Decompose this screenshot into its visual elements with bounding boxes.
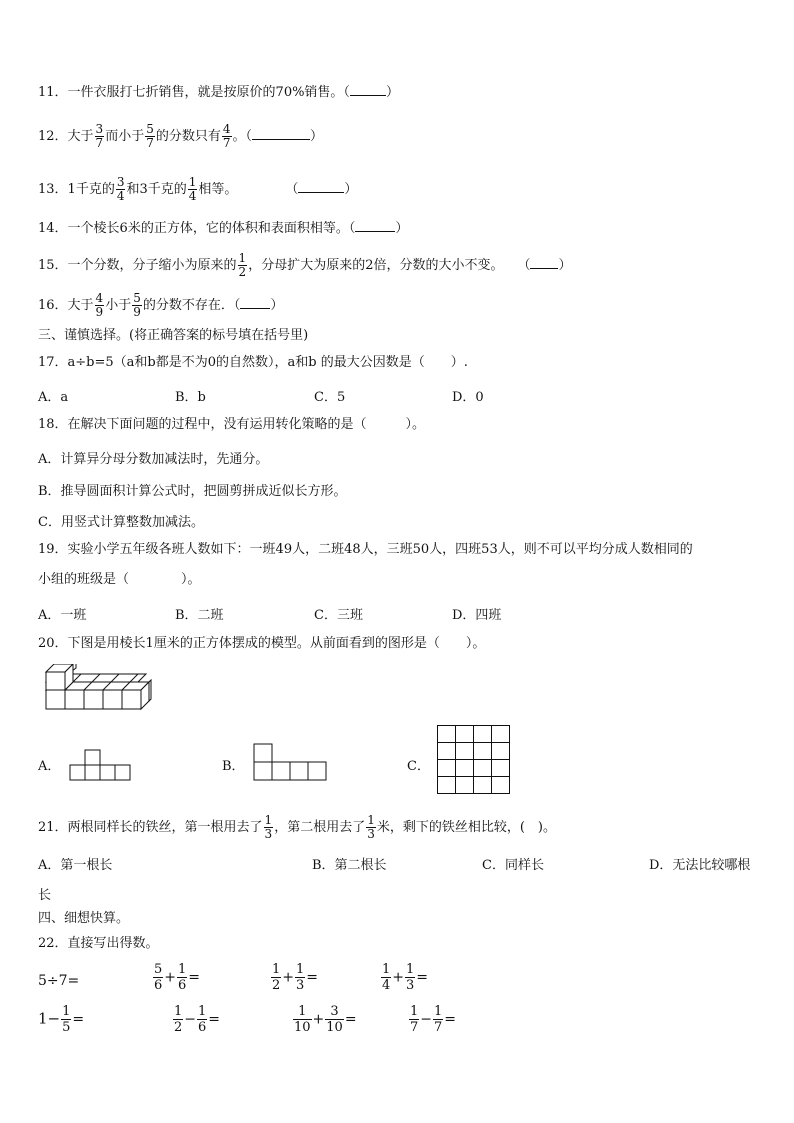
q15-close: ）: [558, 258, 572, 273]
question-21: [38, 814, 556, 841]
fraction: $\frac{3}{7}$: [95, 122, 104, 150]
option-a[interactable]: A．计算异分母分数加减法时，先通分。: [38, 452, 269, 467]
q16-post: 的分数不存在．（: [142, 298, 241, 313]
q14-close: ）: [395, 221, 409, 236]
fraction: $\frac{1}{3}$: [367, 813, 375, 841]
option-c[interactable]: C．用竖式计算整数加减法。: [38, 515, 204, 530]
question-14: [38, 219, 408, 237]
q21-post: 米，剩下的铁丝相比较，( )。: [376, 820, 556, 835]
q15-pre: 15．一个分数，分子缩小为原来的: [38, 258, 237, 273]
question-12: [38, 123, 323, 150]
calc-item: $\frac{1}{4}$ + $\frac{1}{3}$ =: [382, 962, 429, 993]
option-d[interactable]: D．0: [452, 390, 484, 405]
q21-pre: 21．两根同样长的铁丝，第一根用去了: [38, 820, 263, 835]
option-c[interactable]: C．5: [314, 390, 346, 405]
option-a[interactable]: A．a: [38, 390, 69, 405]
fraction: $\frac{4}{7}$: [222, 122, 231, 150]
question-11: [38, 83, 399, 101]
question-20: 20．下图是用棱长1厘米的正方体摆成的模型。从前面看到的图形是（ ）。: [38, 636, 486, 651]
question-13: [38, 176, 357, 203]
q16-pre: 16．大于: [38, 298, 94, 313]
fraction: $\frac{5}{7}$: [146, 122, 154, 150]
option-d[interactable]: D．四班: [452, 608, 502, 623]
answer-blank[interactable]: [240, 296, 270, 309]
answer-blank[interactable]: [530, 256, 558, 269]
option-c-figure: [436, 724, 512, 796]
calc-item: 5÷7=: [38, 973, 80, 989]
answer-blank[interactable]: [350, 83, 386, 96]
q11-text: 11．一件衣服打七折销售，就是按原价的70%销售。（: [38, 85, 350, 100]
q14-text: 14．一个棱长6米的正方体，它的体积和表面积相等。（: [38, 221, 356, 236]
q15-open: （: [517, 258, 531, 273]
option-c[interactable]: C．: [407, 759, 430, 774]
section-4-heading: 四、细想快算。: [38, 911, 130, 926]
q13-post: 相等。: [198, 182, 238, 197]
answer-blank[interactable]: [298, 180, 344, 193]
answer-blank[interactable]: [252, 127, 310, 140]
cube-model-figure: [42, 664, 152, 712]
q13-mid: 和3千克的: [126, 182, 187, 197]
answer-blank[interactable]: [355, 219, 395, 232]
option-d[interactable]: D．无法比较哪根: [649, 858, 751, 873]
question-17: 17．a÷b=5（a和b都是不为0的自然数），a和b 的最大公因数是（ ）.: [38, 355, 468, 370]
fraction: $\frac{1}{2}$: [238, 251, 247, 279]
question-22: 22．直接写出得数。: [38, 936, 159, 951]
q15-post: ，分母扩大为原来的2倍，分数的大小不变。: [248, 258, 504, 273]
q13-open: （: [285, 182, 299, 197]
q16-mid: 小于: [105, 298, 132, 313]
option-b[interactable]: B．第二根长: [312, 858, 387, 873]
question-19-line-2: 小组的班级是（ ）。: [38, 572, 201, 587]
option-a[interactable]: A．: [38, 759, 61, 774]
section-3-heading: 三、谨慎选择。(将正确答案的标号填在括号里): [38, 328, 309, 343]
calc-item: $\frac{5}{6}$ + $\frac{1}{6}$ =: [154, 962, 201, 993]
question-18: 18．在解决下面问题的过程中，没有运用转化策略的是（ ）。: [38, 417, 426, 432]
option-a-figure: [68, 748, 132, 782]
calc-item: $\frac{1}{7}$ − $\frac{1}{7}$ =: [410, 1004, 457, 1035]
option-b-figure: [252, 743, 330, 781]
fraction: $\frac{1}{3}$: [264, 813, 273, 841]
calc-item: $\frac{1}{2}$ + $\frac{1}{3}$ =: [272, 962, 319, 993]
option-d-wrap: 长: [38, 888, 52, 903]
option-a[interactable]: A．一班: [38, 608, 87, 623]
q12-pre: 12．大于: [38, 129, 94, 144]
question-19-line-1: 19．实验小学五年级各班人数如下：一班49人，二班48人，三班50人，四班53人，则不可以平均分成人数相同的: [38, 542, 693, 557]
option-b[interactable]: B．二班: [175, 608, 224, 623]
q13-close: ）: [344, 182, 358, 197]
q11-close: ）: [385, 85, 399, 100]
q13-pre: 13．1千克的: [38, 182, 115, 197]
calc-item: $\frac{1}{2}$ − $\frac{1}{6}$ =: [174, 1004, 221, 1035]
fraction: $\frac{5}{9}$: [133, 291, 141, 319]
q21-mid: ，第二根用去了: [274, 820, 366, 835]
option-b[interactable]: B．: [222, 759, 245, 774]
option-b[interactable]: B．推导圆面积计算公式时，把圆剪拼成近似长方形。: [38, 484, 347, 499]
q12-close: ）: [310, 129, 324, 144]
option-a[interactable]: A．第一根长: [38, 858, 113, 873]
question-16: [38, 292, 283, 319]
q12-mid: 而小于: [105, 129, 145, 144]
question-15: [38, 252, 572, 279]
calc-item: $\frac{1}{10}$ + $\frac{3}{10}$ =: [294, 1004, 357, 1035]
fraction: $\frac{3}{4}$: [116, 175, 125, 203]
option-c[interactable]: C．三班: [314, 608, 363, 623]
q12-post: 。（: [232, 129, 253, 144]
fraction: $\frac{1}{4}$: [188, 175, 197, 203]
q12-mid2: 的分数只有: [155, 129, 221, 144]
fraction: $\frac{4}{9}$: [95, 291, 104, 319]
calc-item: 1− $\frac{1}{5}$ =: [38, 1004, 85, 1035]
option-b[interactable]: B．b: [175, 390, 206, 405]
q16-close: ）: [270, 298, 284, 313]
option-c[interactable]: C．同样长: [482, 858, 544, 873]
